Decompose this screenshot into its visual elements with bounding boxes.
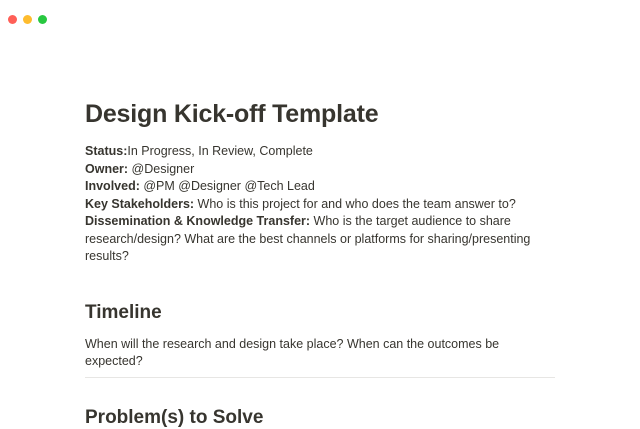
section-heading-problems[interactable]: Problem(s) to Solve	[85, 406, 264, 428]
property-label: Involved:	[85, 179, 140, 193]
property-value: @PM @Designer @Tech Lead	[139, 179, 315, 193]
divider	[85, 377, 555, 378]
property-label: Owner:	[85, 161, 129, 176]
property-status[interactable]	[85, 143, 555, 161]
property-dissemination[interactable]	[85, 213, 555, 266]
section-timeline	[85, 301, 555, 378]
property-label: Status:	[85, 144, 128, 158]
close-button[interactable]	[8, 15, 17, 24]
property-owner[interactable]	[85, 161, 555, 179]
zoom-button[interactable]	[38, 15, 47, 24]
property-value: Who is this project for and who does the team answer to?	[194, 196, 516, 211]
window-titlebar	[0, 0, 640, 29]
page-title[interactable]: Design Kick-off Template	[85, 100, 379, 128]
property-list	[85, 143, 555, 266]
property-label: Key Stakeholders:	[85, 196, 195, 211]
property-label: Dissemination & Knowledge Transfer:	[85, 214, 311, 228]
property-key-stakeholders[interactable]	[85, 196, 555, 214]
property-value: Who is the target audience to share research/design? What are the best channels or platforms for sharing/presenting results?	[85, 214, 531, 263]
section-problems	[85, 406, 555, 429]
property-value: @Designer	[128, 161, 195, 176]
section-body-timeline[interactable]: When will the research and design take place? When can the outcomes be expected?	[85, 336, 500, 368]
property-value: In Progress, In Review, Complete	[127, 144, 313, 158]
minimize-button[interactable]	[23, 15, 32, 24]
property-involved[interactable]	[85, 178, 555, 196]
page-content	[0, 99, 640, 429]
section-heading-timeline[interactable]: Timeline	[85, 301, 162, 323]
